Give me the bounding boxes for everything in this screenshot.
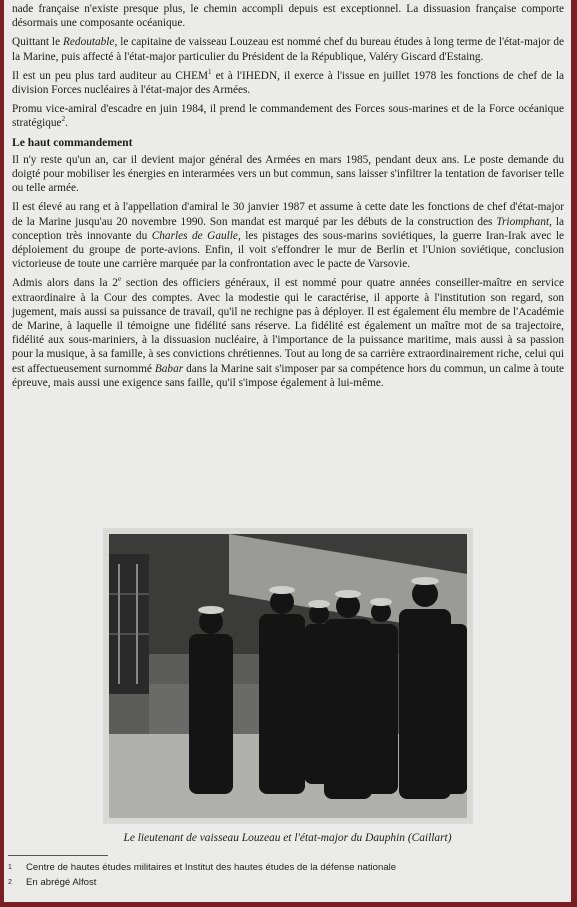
paragraph-7-text-c: dans la Marine sait s'imposer par sa compétence hors du commun, un calme à toute épreuve, mais aussi une exigence sans faille, qu'il s'impose également à lui-même. xyxy=(12,362,564,389)
paragraph-4-text-b: . xyxy=(65,117,68,130)
footnote-ref-1[interactable]: 1 xyxy=(208,68,212,77)
paragraph-3-text-b: et à l'IHEDN, il exerce à l'issue en juillet 1978 les fonctions de chef de la division Forces nucléaires à l'état-major des Armées. xyxy=(12,69,564,97)
caption-text-c: du Dauphin xyxy=(348,832,408,844)
document-page xyxy=(4,0,571,902)
ship-name-redoutable: Redoutable xyxy=(63,36,115,49)
paragraph-5: Il n'y reste qu'un an, car il devient major général des Armées en mars 1985, pendant deux ans. Le poste demande du doigté pour mobiliser les énergies en interarmées vers un but commun, sans laisser s'infiltrer la tentation de favoriser telle ou telle armée. xyxy=(12,153,564,195)
footnote-1 xyxy=(8,860,548,875)
footnote-divider xyxy=(8,855,108,856)
paragraph-6-text-b: , la conception très innovante du xyxy=(12,215,564,242)
footnote-ref-2[interactable]: 2 xyxy=(61,115,66,124)
footnote-text: Centre de hautes études militaires et Institut des hautes études de la défense nationale xyxy=(26,862,397,873)
paragraph-2-text-a: Quittant le xyxy=(12,36,63,49)
paragraph-3-text-a: Il est un peu plus tard auditeur au CHEM xyxy=(12,69,209,82)
footnote-2 xyxy=(8,875,548,890)
ship-name-charles-de-gaulle: Charles de Gaulle xyxy=(151,229,238,242)
paragraph-7-text-b: section des officiers généraux, il est nommé pour quatre années conseiller-maître en service extraordinaire à la Cour des comptes. Avec la modestie qui le caractérise, il apporte à l'institution son regard, son jugement, mais aussi sa puissance de travail, qu'il ne rechigne pas à déployer. Il est également élu membre de l'Académie de Marine, à laquelle il témoigne une fidélité sans réserve. La fidélité est également un maître mot de sa trajectoire, fidélité aux sous-mariniers, à la dissuasion nucléaire, à l'importance de la puissance maritime, mais aussi à sa passion pour la musique, à sa famille, à ses convictions chrétiennes. Tout au long de sa carrière extraordinairement riche, celui qui est affectueusement surnommé xyxy=(12,277,564,375)
paragraph-1: nade française n'existe presque plus, le chemin accompli depuis est exceptionnel. La dissuasion française comporte désormais une composante océanique. xyxy=(12,3,564,30)
ship-name-triomphant: Triomphant xyxy=(496,215,550,228)
footnote-number: 2 xyxy=(8,879,12,886)
footnote-number: 1 xyxy=(8,864,12,871)
photo-caption xyxy=(4,832,571,844)
paragraph-6 xyxy=(12,200,564,271)
section-heading: Le haut commandement xyxy=(12,135,133,149)
body-text xyxy=(12,2,564,395)
paragraph-6-text-c: , les pistages des sous-marins soviétiques, la guerre Iran-Irak avec le déploiement du groupe de porte-avions. Enfin, il voit s'effondrer le mur de Berlin et l'Union soviétique, conclusion victorieuse de toute une carrière marquée par la confrontation avec le pacte de Varsovie. xyxy=(12,229,565,271)
photo-illustration xyxy=(109,534,467,818)
paragraph-3 xyxy=(12,69,564,97)
paragraph-6-text-a: Il est élevé au rang et à l'appellation d'amiral le 30 janvier 1987 et assume à cette date les fonctions de chef d'état-major de la Marine jusqu'au 20 novembre 1990. Son mandat est marqué par les débuts de la construction des xyxy=(12,201,564,228)
ordinal-superscript: e xyxy=(117,275,122,284)
photo-image xyxy=(109,534,467,818)
officers-photo xyxy=(103,528,473,824)
paragraph-7-text-a: Admis alors dans la 2 xyxy=(12,277,118,290)
paragraph-2-text-b: , le capitaine de vaisseau Louzeau est nommé chef du bureau études à long terme de l'état-major de la Marine, puis affecté à l'état-major particulier du Président de la République, Valéry Giscard d'Estaing. xyxy=(12,36,564,63)
paragraph-4 xyxy=(12,102,564,130)
caption-text-a: Le lieutenant de vaisseau Louzeau et l' xyxy=(123,832,300,844)
paragraph-7 xyxy=(12,276,564,390)
paragraph-2 xyxy=(12,35,564,63)
paragraph-4-text-a: Promu vice-amiral d'escadre en juin 1984, il prend le commandement des Forces sous-marines et de la Force océanique stratégique xyxy=(12,103,564,130)
caption-text-b: état-major xyxy=(299,832,349,844)
footnotes xyxy=(8,860,548,890)
nickname-babar: Babar xyxy=(154,362,184,375)
footnote-text: En abrégé Alfost xyxy=(26,877,97,888)
caption-credit: (Caillart) xyxy=(407,832,452,844)
